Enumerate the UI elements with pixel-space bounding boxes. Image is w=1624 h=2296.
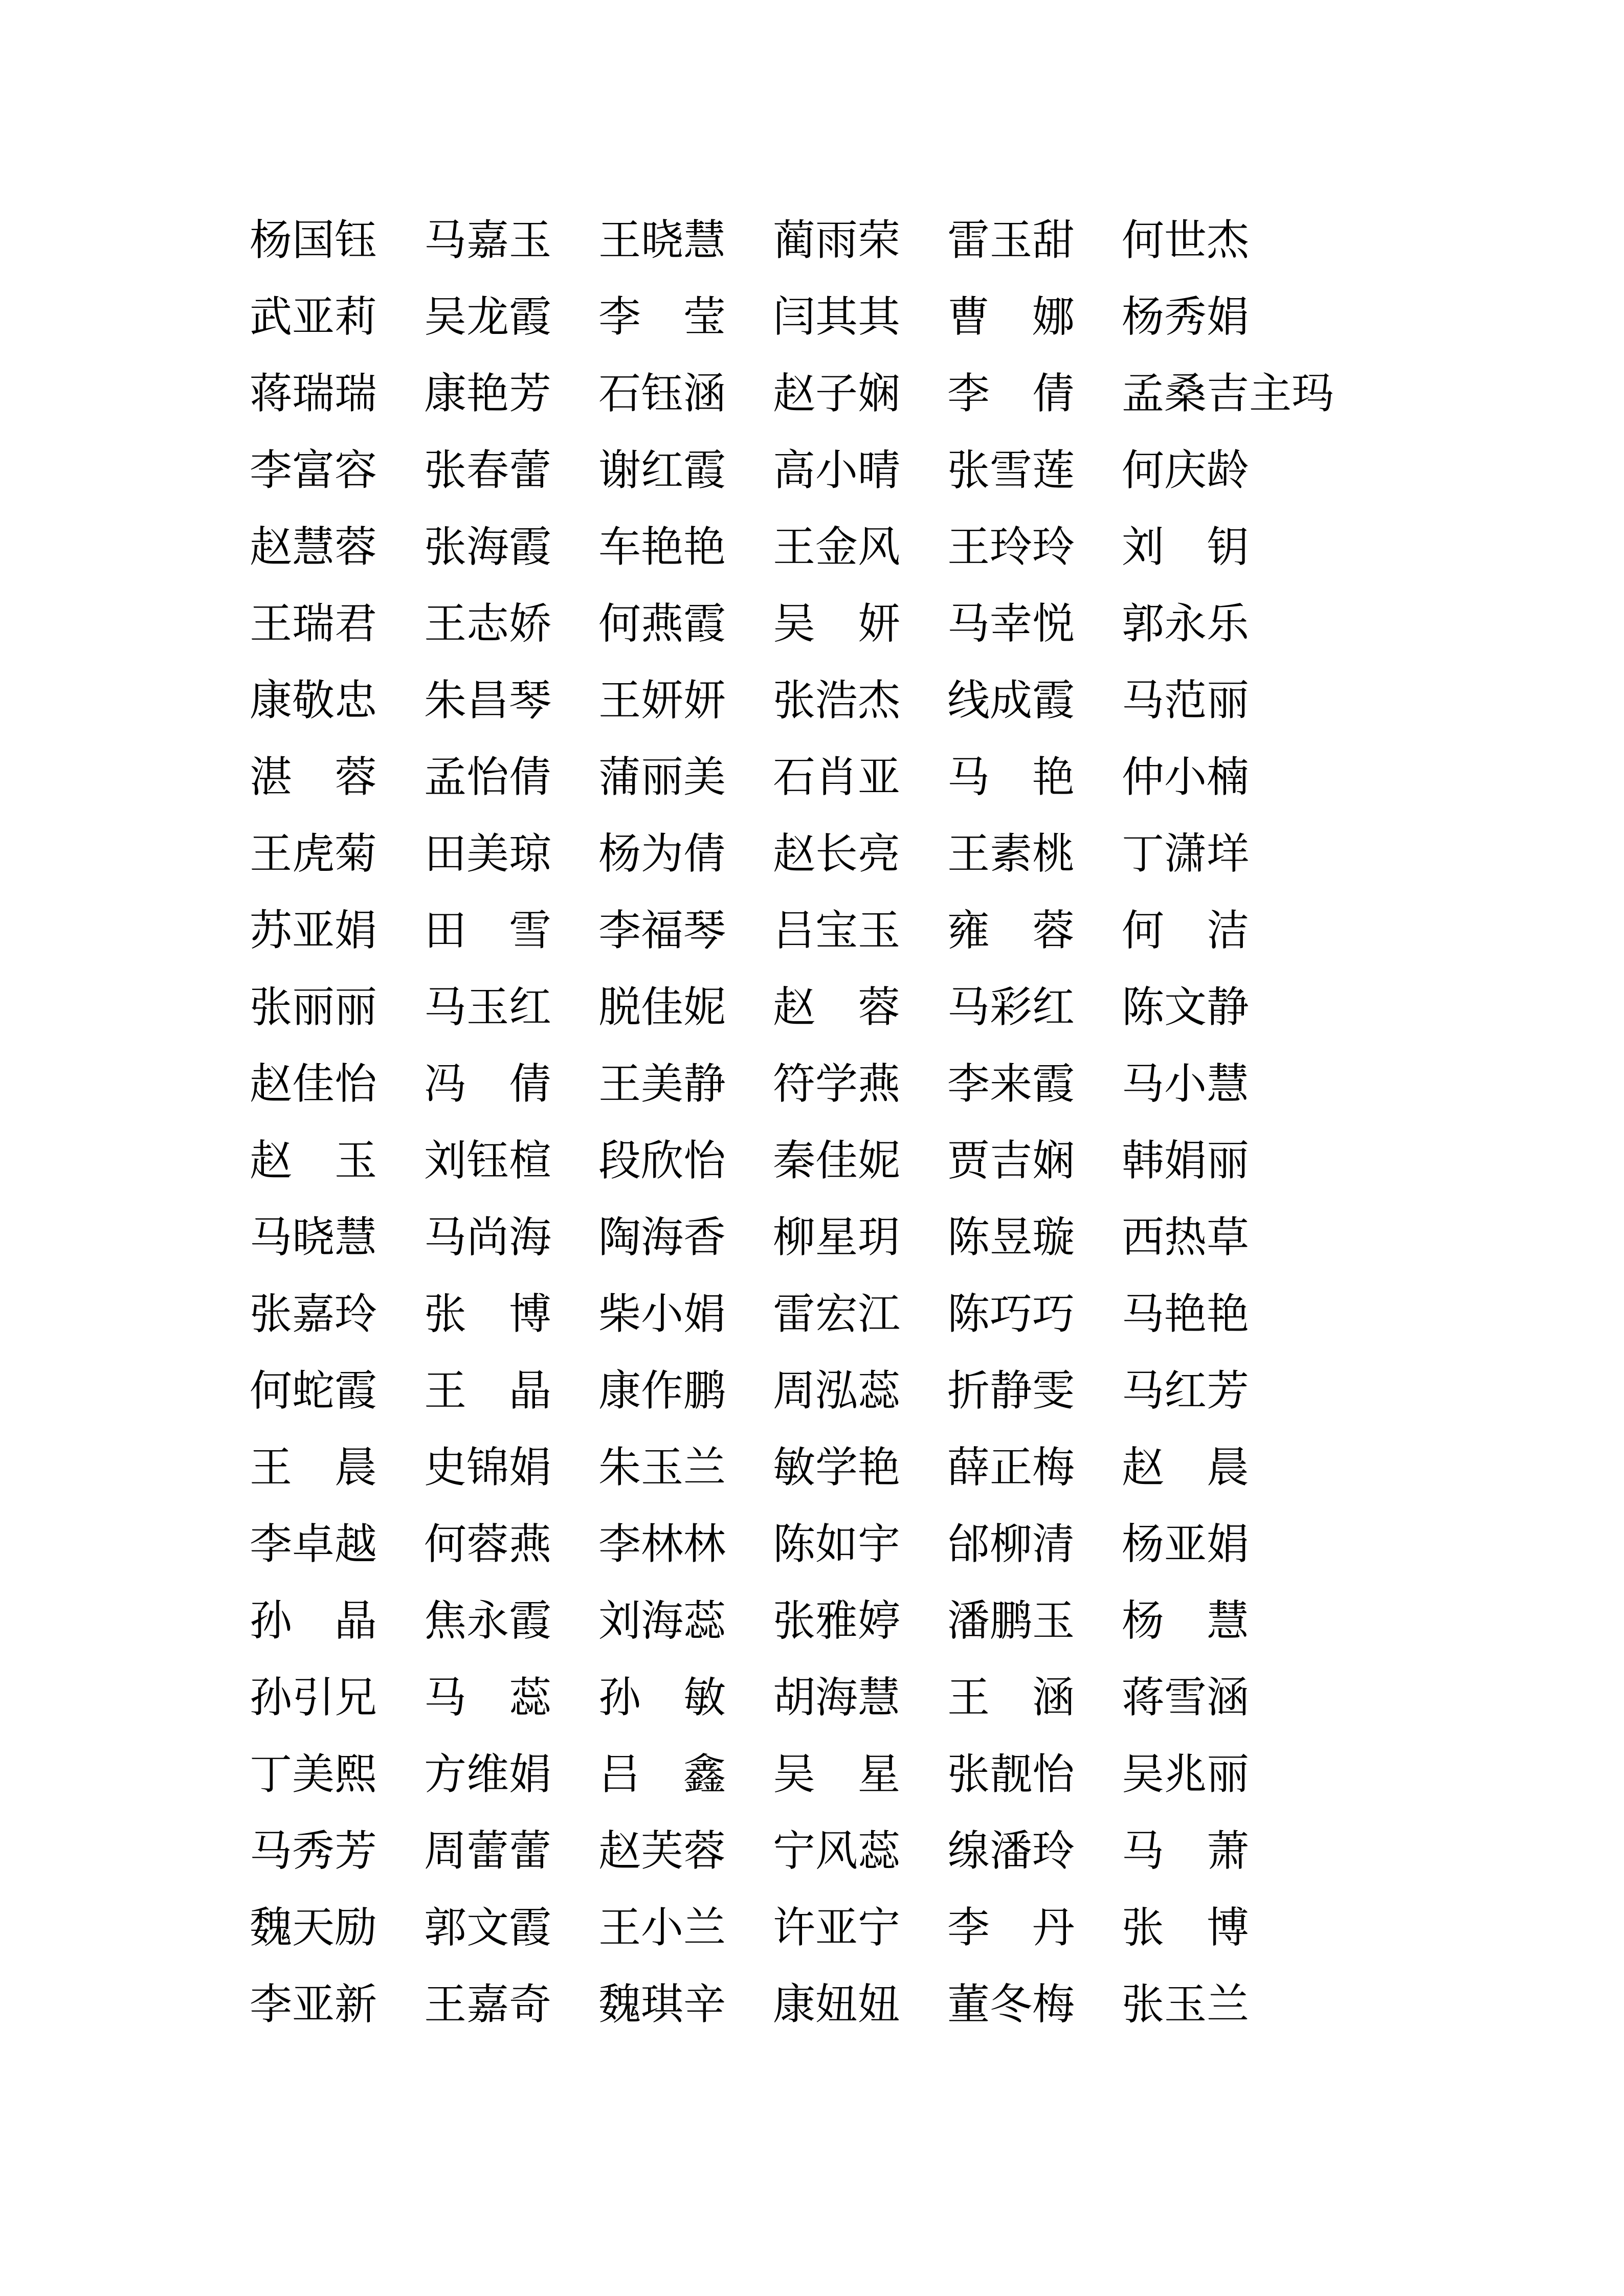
name-cell: 吴兆丽: [1122, 1751, 1249, 1798]
name-cell: 柴小娟: [598, 1291, 726, 1338]
name-cell: 郭文霞: [424, 1904, 551, 1951]
name-cell: 西热草: [1122, 1214, 1249, 1261]
name-cell: 敏学艳: [773, 1444, 900, 1491]
name-cell: 马范丽: [1122, 677, 1249, 724]
name-cell: 李林林: [598, 1521, 726, 1568]
name-cell: 武亚莉: [250, 294, 377, 341]
name-cell: 许亚宁: [773, 1904, 900, 1951]
name-cell: 雍 蓉: [947, 907, 1075, 954]
name-cell: 潘鹏玉: [947, 1597, 1075, 1645]
name-row: [250, 662, 1426, 739]
name-cell: 马嘉玉: [424, 217, 551, 264]
name-cell: 蒲丽美: [598, 754, 726, 801]
name-cell: 线成霞: [947, 677, 1075, 724]
name-cell: 何庆龄: [1122, 447, 1249, 494]
name-cell: 李 莹: [598, 294, 726, 341]
name-grid: [250, 202, 1426, 2043]
name-cell: 陶海香: [598, 1214, 726, 1261]
name-cell: 雷宏江: [773, 1291, 900, 1338]
name-cell: 孙引兄: [250, 1674, 377, 1721]
name-cell: 张浩杰: [773, 677, 900, 724]
name-cell: 苏亚娟: [250, 907, 377, 954]
name-cell: 薛正梅: [947, 1444, 1075, 1491]
name-cell: 何蛇霞: [250, 1367, 377, 1414]
name-cell: 秦佳妮: [773, 1137, 900, 1184]
name-cell: 刘钰楦: [424, 1137, 551, 1184]
name-cell: 王 涵: [947, 1674, 1075, 1721]
name-cell: 王 晨: [250, 1444, 377, 1491]
name-cell: 王虎菊: [250, 830, 377, 877]
name-cell: 王妍妍: [598, 677, 726, 724]
name-row: [250, 816, 1426, 892]
name-cell: 孟桑吉主玛: [1122, 370, 1334, 417]
name-cell: 张 博: [424, 1291, 551, 1338]
name-cell: 车艳艳: [598, 524, 726, 571]
name-cell: 王嘉奇: [424, 1981, 551, 2028]
name-cell: 周蕾蕾: [424, 1828, 551, 1875]
name-cell: 郭永乐: [1122, 600, 1249, 647]
name-cell: 缐潘玲: [947, 1828, 1075, 1875]
name-row: [250, 1353, 1426, 1429]
name-cell: 宁风蕊: [773, 1828, 900, 1875]
name-cell: 马彩红: [947, 984, 1075, 1031]
name-cell: 石肖亚: [773, 754, 900, 801]
name-cell: 脱佳妮: [598, 984, 726, 1031]
name-cell: 何 洁: [1122, 907, 1249, 954]
name-cell: 李 丹: [947, 1904, 1075, 1951]
name-row: [250, 1659, 1426, 1736]
name-cell: 赵慧蓉: [250, 524, 377, 571]
name-row: [250, 969, 1426, 1046]
name-cell: 魏琪辛: [598, 1981, 726, 2028]
name-row: [250, 1276, 1426, 1353]
name-cell: 张 博: [1122, 1904, 1249, 1951]
name-cell: 马尚海: [424, 1214, 551, 1261]
name-cell: 周泓蕊: [773, 1367, 900, 1414]
name-cell: 丁潇垟: [1122, 830, 1249, 877]
name-cell: 王美静: [598, 1061, 726, 1108]
name-cell: 马红芳: [1122, 1367, 1249, 1414]
name-cell: 康艳芳: [424, 370, 551, 417]
name-cell: 马 艳: [947, 754, 1075, 801]
name-cell: 康作鹏: [598, 1367, 726, 1414]
name-cell: 马小慧: [1122, 1061, 1249, 1108]
name-row: [250, 279, 1426, 355]
name-cell: 马 蕊: [424, 1674, 551, 1721]
name-cell: 李富容: [250, 447, 377, 494]
name-cell: 史锦娟: [424, 1444, 551, 1491]
name-cell: 张雪莲: [947, 447, 1075, 494]
name-cell: 张丽丽: [250, 984, 377, 1031]
name-cell: 孙 敏: [598, 1674, 726, 1721]
name-cell: 蒋瑞瑞: [250, 370, 377, 417]
name-cell: 石钰涵: [598, 370, 726, 417]
name-cell: 赵 蓉: [773, 984, 900, 1031]
name-cell: 何蓉燕: [424, 1521, 551, 1568]
name-cell: 高小晴: [773, 447, 900, 494]
name-cell: 康妞妞: [773, 1981, 900, 2028]
name-row: [250, 1046, 1426, 1122]
name-cell: 闫其其: [773, 294, 900, 341]
name-row: [250, 1583, 1426, 1659]
name-cell: 陈昱璇: [947, 1214, 1075, 1261]
name-row: [250, 1199, 1426, 1276]
name-cell: 杨秀娟: [1122, 294, 1249, 341]
name-cell: 方维娟: [424, 1751, 551, 1798]
name-cell: 蒋雪涵: [1122, 1674, 1249, 1721]
name-row: [250, 1889, 1426, 1966]
name-cell: 王玲玲: [947, 524, 1075, 571]
name-cell: 张春蕾: [424, 447, 551, 494]
name-cell: 何世杰: [1122, 217, 1249, 264]
name-cell: 吴龙霞: [424, 294, 551, 341]
name-cell: 王瑞君: [250, 600, 377, 647]
name-cell: 赵子娴: [773, 370, 900, 417]
name-cell: 董冬梅: [947, 1981, 1075, 2028]
name-cell: 杨为倩: [598, 830, 726, 877]
name-cell: 丁美熙: [250, 1751, 377, 1798]
name-cell: 李 倩: [947, 370, 1075, 417]
name-cell: 张雅婷: [773, 1597, 900, 1645]
name-row: [250, 739, 1426, 816]
name-cell: 张嘉玲: [250, 1291, 377, 1338]
name-cell: 邰柳清: [947, 1521, 1075, 1568]
name-cell: 孙 晶: [250, 1597, 377, 1645]
name-cell: 陈如宇: [773, 1521, 900, 1568]
name-row: [250, 1966, 1426, 2043]
name-cell: 赵 玉: [250, 1137, 377, 1184]
name-cell: 马 萧: [1122, 1828, 1249, 1875]
name-cell: 赵佳怡: [250, 1061, 377, 1108]
name-cell: 吕 鑫: [598, 1751, 726, 1798]
name-cell: 马幸悦: [947, 600, 1075, 647]
name-cell: 吕宝玉: [773, 907, 900, 954]
name-cell: 符学燕: [773, 1061, 900, 1108]
name-cell: 田美琼: [424, 830, 551, 877]
name-cell: 魏天励: [250, 1904, 377, 1951]
name-row: [250, 1736, 1426, 1813]
name-cell: 田 雪: [424, 907, 551, 954]
name-cell: 湛 蓉: [250, 754, 377, 801]
name-row: [250, 355, 1426, 432]
name-cell: 赵芙蓉: [598, 1828, 726, 1875]
name-cell: 王小兰: [598, 1904, 726, 1951]
name-cell: 曹 娜: [947, 294, 1075, 341]
name-cell: 李来霞: [947, 1061, 1075, 1108]
name-cell: 蔺雨荣: [773, 217, 900, 264]
name-row: [250, 432, 1426, 509]
name-cell: 朱昌琴: [424, 677, 551, 724]
name-cell: 李亚新: [250, 1981, 377, 2028]
name-cell: 马艳艳: [1122, 1291, 1249, 1338]
name-row: [250, 1813, 1426, 1889]
name-cell: 胡海慧: [773, 1674, 900, 1721]
name-cell: 李卓越: [250, 1521, 377, 1568]
name-row: [250, 1122, 1426, 1199]
name-row: [250, 1429, 1426, 1506]
name-cell: 刘 钥: [1122, 524, 1249, 571]
name-cell: 张海霞: [424, 524, 551, 571]
name-cell: 张玉兰: [1122, 1981, 1249, 2028]
name-cell: 陈文静: [1122, 984, 1249, 1031]
name-cell: 杨亚娟: [1122, 1521, 1249, 1568]
name-cell: 马玉红: [424, 984, 551, 1031]
name-cell: 王 晶: [424, 1367, 551, 1414]
name-row: [250, 509, 1426, 586]
name-cell: 吴 妍: [773, 600, 900, 647]
name-cell: 王素桃: [947, 830, 1075, 877]
name-cell: 雷玉甜: [947, 217, 1075, 264]
name-cell: 刘海蕊: [598, 1597, 726, 1645]
name-cell: 康敬忠: [250, 677, 377, 724]
name-cell: 孟怡倩: [424, 754, 551, 801]
name-cell: 王晓慧: [598, 217, 726, 264]
name-cell: 段欣怡: [598, 1137, 726, 1184]
name-cell: 杨国钰: [250, 217, 377, 264]
name-cell: 焦永霞: [424, 1597, 551, 1645]
name-cell: 马晓慧: [250, 1214, 377, 1261]
name-cell: 何燕霞: [598, 600, 726, 647]
name-cell: 赵长亮: [773, 830, 900, 877]
name-cell: 折静雯: [947, 1367, 1075, 1414]
name-cell: 李福琴: [598, 907, 726, 954]
name-cell: 贾吉娴: [947, 1137, 1075, 1184]
name-cell: 马秀芳: [250, 1828, 377, 1875]
name-cell: 吴 星: [773, 1751, 900, 1798]
name-cell: 柳星玥: [773, 1214, 900, 1261]
name-row: [250, 586, 1426, 662]
name-cell: 赵 晨: [1122, 1444, 1249, 1491]
name-cell: 张靓怡: [947, 1751, 1075, 1798]
name-cell: 朱玉兰: [598, 1444, 726, 1491]
name-cell: 冯 倩: [424, 1061, 551, 1108]
name-cell: 陈巧巧: [947, 1291, 1075, 1338]
name-cell: 仲小楠: [1122, 754, 1249, 801]
name-cell: 王金风: [773, 524, 900, 571]
name-row: [250, 1506, 1426, 1583]
name-row: [250, 892, 1426, 969]
name-cell: 杨 慧: [1122, 1597, 1249, 1645]
name-cell: 王志娇: [424, 600, 551, 647]
name-row: [250, 202, 1426, 279]
name-cell: 韩娟丽: [1122, 1137, 1249, 1184]
name-cell: 谢红霞: [598, 447, 726, 494]
